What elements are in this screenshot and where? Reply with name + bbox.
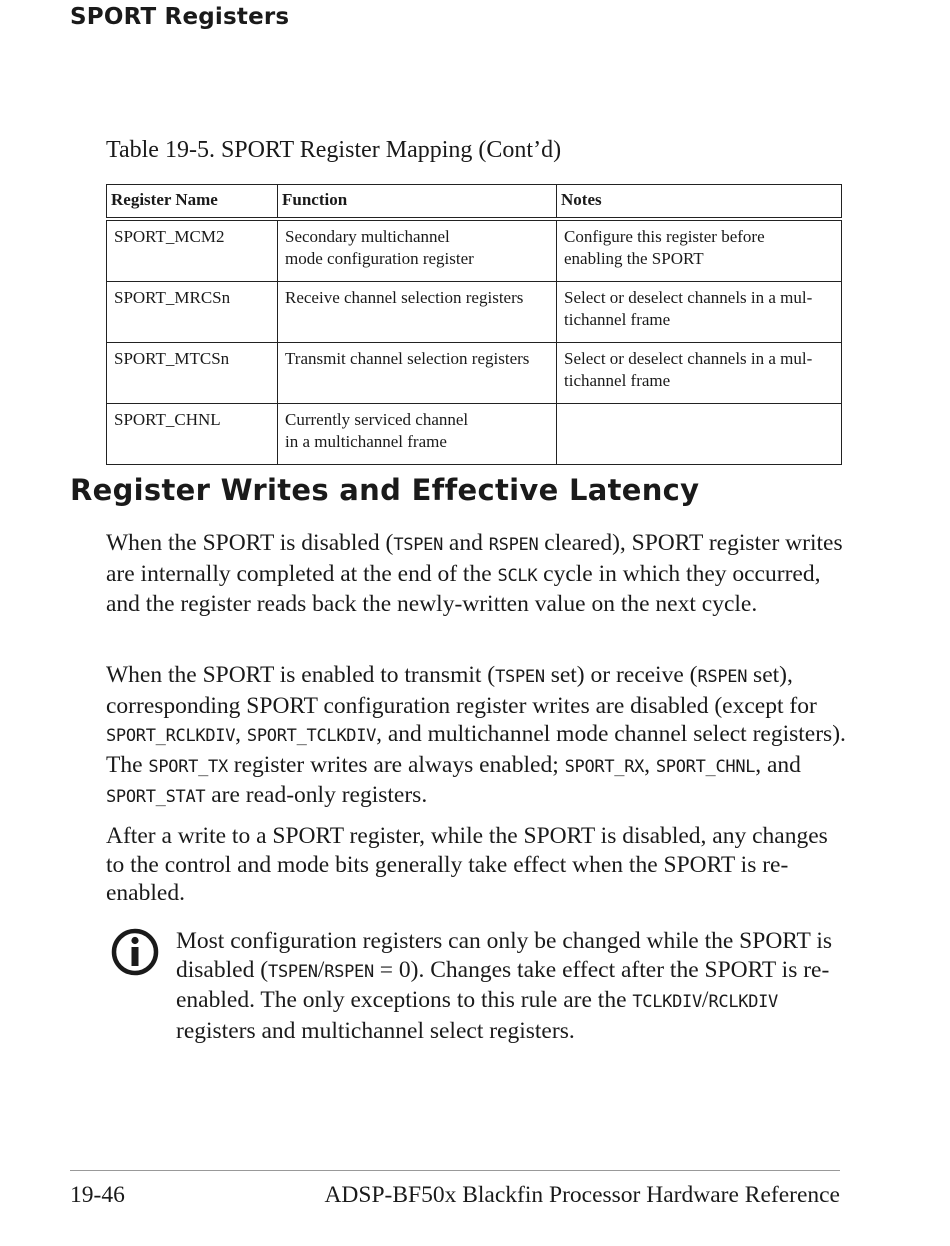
text-run: , [235, 721, 247, 747]
cell-function [278, 404, 557, 465]
text-run: , [644, 751, 656, 778]
cell-notes [557, 343, 842, 404]
table-row [107, 282, 842, 343]
register-mnemonic: SPORT_CHNL [655, 756, 756, 777]
register-mnemonic: SCLK [497, 565, 538, 586]
text-run: set), corresponding SPORT configuration register writes are disabled (except for [106, 662, 817, 719]
page-number: 19-46 [70, 1182, 125, 1208]
paragraph-enabled-writes [106, 661, 846, 812]
text-run: After a write to a SPORT register, while the SPORT is disabled, any changes to the control and mode bits generally take effect when the SPORT is re-enabled. [106, 823, 828, 906]
info-icon [110, 927, 160, 977]
text-run: register writes are always enabled; [227, 751, 565, 778]
cell-register-name: SPORT_MCM2 [107, 219, 278, 282]
note-text [176, 927, 846, 1045]
cell-notes-line: enabling the SPORT [564, 249, 704, 268]
cell-function [278, 282, 557, 343]
text-run: / [701, 987, 709, 1013]
cell-notes-line: tichannel frame [564, 371, 671, 390]
cell-notes [557, 282, 842, 343]
cell-notes-line: Select or deselect channels in a mul- [564, 349, 813, 368]
cell-function [278, 219, 557, 282]
register-mnemonic: TCLKDIV [632, 992, 702, 1012]
cell-function-line: Currently serviced channel [285, 410, 469, 429]
cell-notes-line: tichannel frame [564, 310, 671, 329]
column-header-function: Function [278, 185, 557, 220]
table-caption: Table 19-5. SPORT Register Mapping (Cont’d) [106, 137, 562, 163]
register-mnemonic: TSPEN [393, 535, 444, 555]
register-mnemonic: SPORT_TX [148, 756, 228, 777]
table-row [107, 404, 842, 465]
paragraph-after-write [106, 822, 846, 908]
cell-function-line: Secondary multichannel [285, 227, 450, 246]
cell-register-name: SPORT_MTCSn [107, 343, 278, 404]
register-mnemonic: RSPEN [488, 535, 539, 555]
cell-function-line: in a multichannel frame [285, 432, 447, 451]
table-row [107, 219, 842, 282]
register-mnemonic: TSPEN [495, 667, 545, 687]
cell-register-name: SPORT_MRCSn [107, 282, 278, 343]
document-title: ADSP-BF50x Blackfin Processor Hardware Reference [324, 1182, 840, 1208]
register-mnemonic: SPORT_RCLKDIV [106, 726, 236, 746]
text-run: registers and multichannel select registers. [176, 1017, 575, 1044]
register-mapping-table [106, 184, 842, 465]
cell-notes [557, 404, 842, 465]
cell-function-line: Receive channel selection registers [285, 288, 524, 307]
text-run: are read-only registers. [205, 782, 428, 808]
cell-register-name: SPORT_CHNL [107, 404, 278, 465]
text-run: , and multichannel mode channel select registers). The [106, 721, 846, 778]
text-run: set) or receive ( [544, 662, 698, 688]
cell-notes-line: Configure this register before [564, 227, 765, 246]
text-run: and [443, 530, 489, 556]
register-mnemonic: SPORT_RX [564, 756, 645, 777]
footer-divider [70, 1170, 840, 1171]
cell-function-line: Transmit channel selection registers [285, 349, 530, 368]
cell-function-line: mode configuration register [285, 249, 474, 268]
text-run: Most configuration registers can only be changed while the SPORT is disabled ( [176, 928, 833, 983]
table-row [107, 343, 842, 404]
text-run: , and [755, 751, 801, 778]
register-mnemonic: SPORT_TCLKDIV [246, 726, 377, 746]
text-run: = 0). Changes take effect after the SPORT is re-enabled. The only exceptions to this rule are the [176, 956, 830, 1013]
text-run: When the SPORT is disabled ( [106, 530, 394, 556]
table-header-row [107, 185, 842, 220]
register-mnemonic: SPORT_STAT [106, 787, 206, 807]
cell-function [278, 343, 557, 404]
cell-notes-line: Select or deselect channels in a mul- [564, 288, 813, 307]
cell-notes [557, 219, 842, 282]
column-header-register-name: Register Name [107, 185, 278, 220]
section-heading: Register Writes and Effective Latency [70, 473, 700, 507]
register-mnemonic: RSPEN [324, 961, 374, 982]
paragraph-disabled-writes [106, 529, 846, 619]
register-mnemonic: RSPEN [697, 667, 748, 687]
register-mnemonic: TSPEN [268, 961, 318, 982]
text-run: / [317, 956, 325, 983]
register-mnemonic: RCLKDIV [708, 992, 778, 1012]
text-run: When the SPORT is enabled to transmit ( [106, 662, 496, 688]
text-run: cycle in which they occurred, and the register reads back the newly-written value on the next cycle. [106, 560, 821, 617]
column-header-notes: Notes [557, 185, 842, 220]
running-head: SPORT Registers [70, 4, 290, 30]
text-run: cleared), SPORT register writes are internally completed at the end of the [106, 530, 843, 587]
